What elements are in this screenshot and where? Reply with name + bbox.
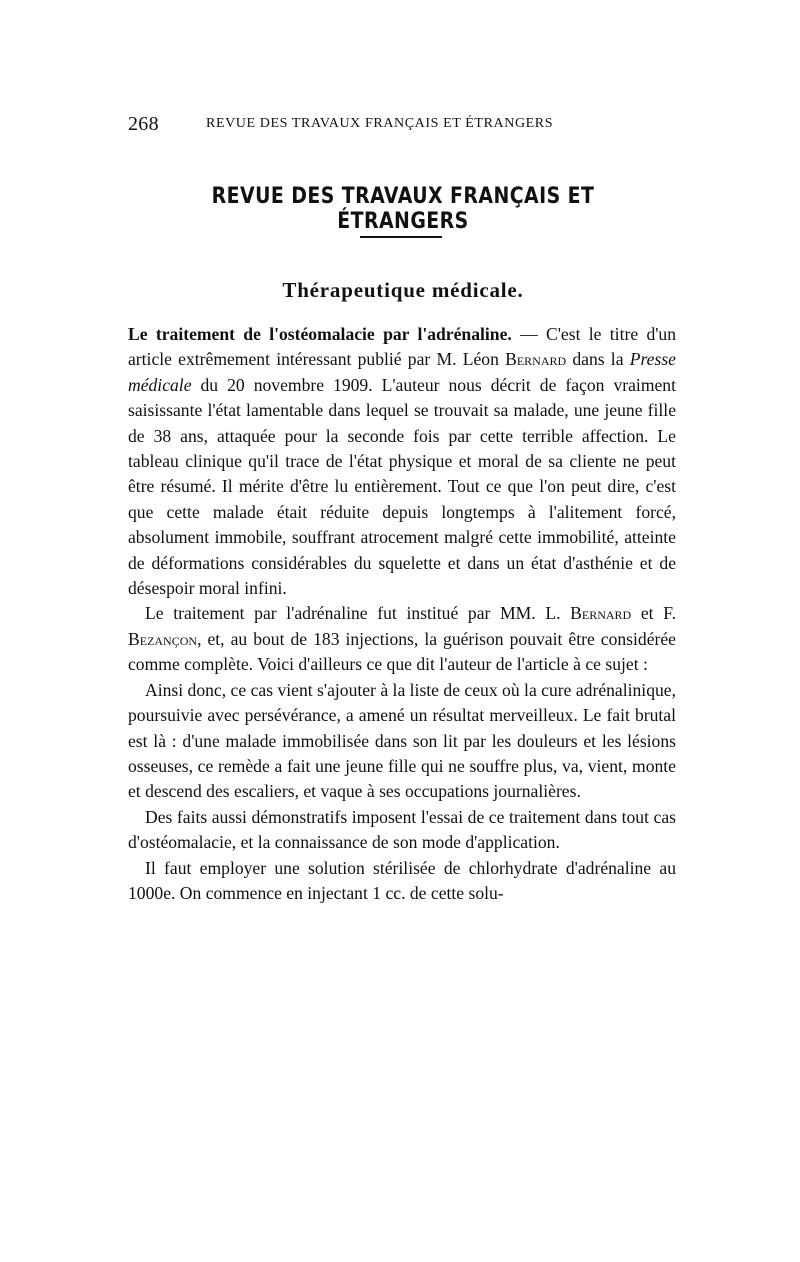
- paragraph-4: Des faits aussi démonstratifs imposent l'essai de ce traitement dans tout cas d'ostéomalacie, et la connaissance de son mode d'application.: [128, 806, 676, 853]
- running-title: REVUE DES TRAVAUX FRANÇAIS ET ÉTRANGERS: [206, 116, 554, 131]
- article-body: [128, 322, 676, 906]
- title-divider: [360, 236, 442, 238]
- paragraph-5: Il faut employer une solution stérilisée de chlorhydrate d'adrénaline au 1000e. On commence en injectant 1 cc. de cette solu-: [128, 857, 676, 903]
- author-name: Bernard: [505, 349, 567, 370]
- section-title: Thérapeutique médicale.: [282, 278, 524, 302]
- paragraph-3: Ainsi donc, ce cas vient s'ajouter à la liste de ceux où la cure adrénalinique, poursuivie avec persévérance, a amené un résultat merveilleux. Le fait brutal est là : d'une malade immobilisée dans son lit par les douleurs et les lésions osseuses, ce remède a fait une jeune fille qui ne souffre plus, va, vient, monte et descend des escaliers, et vaque à ses occupations journalières.: [128, 679, 676, 802]
- page-number: 268: [128, 113, 159, 135]
- paragraph-1-text-a: — C'est le titre d'un article extrêmement intéressant publié par M. Léon: [128, 324, 676, 370]
- article-lead-title: Le traitement de l'ostéomalacie par l'adrénaline.: [128, 324, 512, 344]
- author-name-1: Bernard: [570, 603, 632, 624]
- paragraph-1: [128, 322, 676, 601]
- paragraph-1-text-b: dans la: [566, 349, 630, 370]
- paragraph-2: [128, 601, 676, 677]
- paragraph-2-text-a: Le traitement par l'adrénaline fut institué par MM. L.: [145, 603, 571, 624]
- paragraph-2-text-c: , et, au bout de 183 injections, la guérison pouvait être considérée comme complète. Voici d'ailleurs ce que dit l'auteur de l'article à ce sujet :: [128, 628, 676, 675]
- main-title: REVUE DES TRAVAUX FRANÇAIS ET ÉTRANGERS: [211, 184, 595, 234]
- paragraph-2-text-b: et F.: [631, 603, 676, 624]
- author-name-2: Bezançon: [128, 628, 198, 649]
- journal-name: Presse médicale: [128, 349, 676, 395]
- paragraph-1-text-c: du 20 novembre 1909. L'auteur nous décrit de façon vraiment saisissante l'état lamentable dans lequel se trouvait sa malade, une jeune fille de 38 ans, attaquée pour la seconde fois par cette terrible affection. Le tableau clinique qu'il trace de l'état physique et moral de sa cliente ne peut être résumé. Il mérite d'être lu entièrement. Tout ce que l'on peut dire, c'est que cette malade était réduite depuis longtemps à l'alitement forcé, absolument immobile, souffrant atrocement malgré cette immobilité, atteinte de déformations considérables du squelette et dans un état d'asthénie et de désespoir moral infini.: [128, 374, 676, 599]
